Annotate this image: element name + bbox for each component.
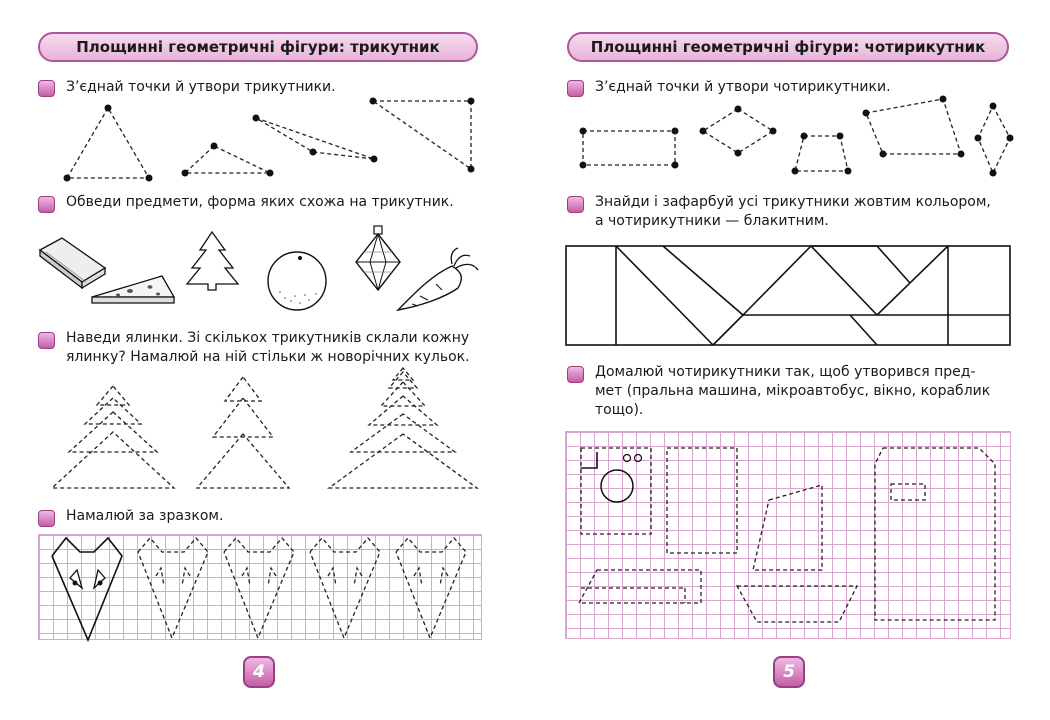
task-2-text: Обведи предмети, форма яких схожа на трикутник.: [66, 194, 454, 210]
task-2-text-line1: Знайди і зафарбуй усі трикутники жовтим кольором,: [595, 194, 991, 210]
task-1-text: З’єднай точки й утвори трикутники.: [66, 79, 336, 95]
boat-outline: [737, 485, 857, 622]
page-title-text: Площинні геометричні фігури: трикутник: [76, 38, 440, 56]
task-1-text: З’єднай точки й утвори чотирикутники.: [595, 79, 891, 95]
fox-sample: [52, 538, 122, 640]
page-number-left: 4: [243, 656, 275, 688]
microbus-outline: [875, 448, 995, 620]
quad-drawings[interactable]: [525, 0, 1050, 720]
window-outline: [667, 448, 737, 553]
task-2-text-line2: а чотирикутники — блакитним.: [595, 213, 829, 229]
fox-dotted-3: [310, 538, 380, 638]
task-3-text-line1: Наведи ялинки. Зі скількох трикутників склали кожну: [66, 330, 470, 346]
parallelogram-outline: [579, 570, 701, 603]
task-4-text: Намалюй за зразком.: [66, 508, 224, 524]
task-3-text-line2: ялинку? Намалюй на ній стільки ж новорічних кульок.: [66, 349, 470, 365]
task-3-text-line2: мет (пральна машина, мікроавтобус, вікно, кораблик: [595, 383, 991, 399]
fox-dotted-2: [224, 538, 294, 638]
page-number-right: 5: [773, 656, 805, 688]
washing-machine-outline: [581, 448, 651, 534]
right-page: [525, 0, 1050, 720]
fox-dotted-1: [138, 538, 208, 638]
page-title-text: Площинні геометричні фігури: чотирикутник: [590, 38, 986, 56]
task-3-text-line1: Домалюй чотирикутники так, щоб утворився пред-: [595, 364, 976, 380]
task-3-text-line3: тощо).: [595, 402, 644, 418]
fox-dotted-4: [396, 538, 466, 638]
